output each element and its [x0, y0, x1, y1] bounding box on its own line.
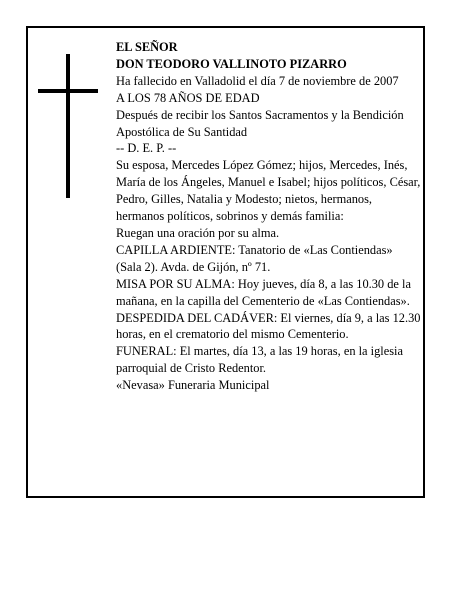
- mass-label: MISA POR SU ALMA:: [116, 276, 235, 291]
- cross-vertical-bar: [66, 54, 70, 198]
- heading-title: EL SEÑOR: [116, 40, 178, 54]
- chapel-label: CAPILLA ARDIENTE:: [116, 242, 236, 257]
- chapel-text: Tanatorio de «Las Contiendas» (Sala 2). Avda. de Gijón, nº 71.: [116, 242, 393, 274]
- sacraments-line: Después de recibir los Santos Sacramentos y la Bendición Apostólica de Su Santidad: [116, 107, 404, 139]
- death-info: Ha fallecido en Valladolid el día 7 de noviembre de 2007: [116, 73, 399, 88]
- farewell-paragraph: [116, 310, 421, 344]
- notice-text: [116, 39, 421, 394]
- obituary-notice: [26, 26, 425, 498]
- chapel-paragraph: [116, 242, 421, 276]
- funeral-text: El martes, día 13, a las 19 horas, en la iglesia parroquial de Cristo Redentor.: [116, 344, 404, 376]
- funeral-home: «Nevasa» Funeraria Municipal: [116, 378, 270, 393]
- cross-icon: [38, 54, 98, 198]
- age-line: A LOS 78 AÑOS DE EDAD: [116, 90, 260, 105]
- rip-line: -- D. E. P. --: [116, 141, 177, 156]
- cross-horizontal-bar: [38, 89, 98, 93]
- mass-paragraph: [116, 276, 421, 310]
- prayer-request: Ruegan una oración por su alma.: [116, 225, 280, 240]
- deceased-name: DON TEODORO VALLINOTO PIZARRO: [116, 56, 347, 71]
- funeral-label: FUNERAL:: [116, 344, 177, 359]
- mass-text: Hoy jueves, día 8, a las 10.30 de la mañana, en la capilla del Cementerio de «Las Contiendas».: [116, 276, 411, 308]
- farewell-label: DESPEDIDA DEL CADÁVER:: [116, 310, 278, 325]
- funeral-paragraph: [116, 343, 421, 377]
- farewell-text: El viernes, día 9, a las 12.30 horas, en el crematorio del mismo Cementerio.: [116, 310, 421, 342]
- family-paragraph: Su esposa, Mercedes López Gómez; hijos, Mercedes, Inés, María de los Ángeles, Manuel e Isabel; hijos políticos, César, Pedro, Gilles, Natalia y Modesto; nietos, hermanos, hermanos políticos, sobrinos y demás familia:: [116, 158, 421, 224]
